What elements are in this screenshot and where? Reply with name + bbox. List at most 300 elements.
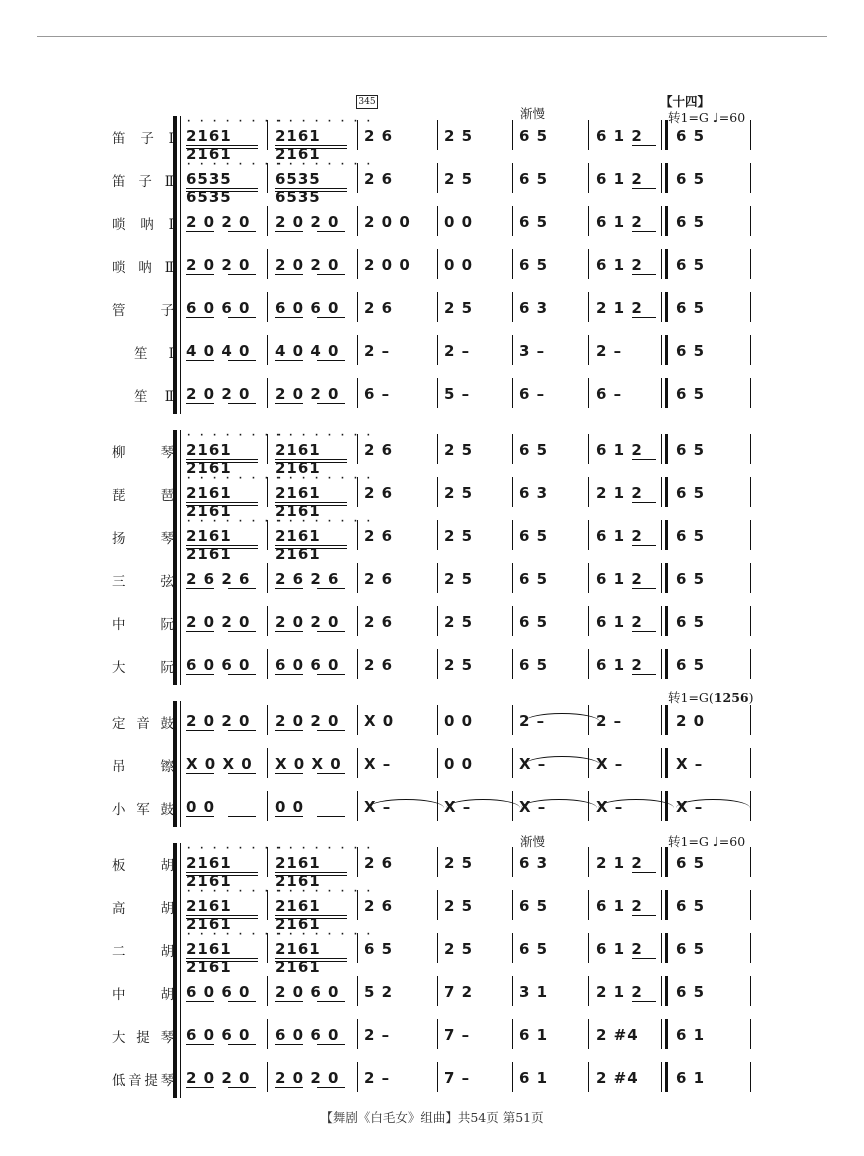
barline <box>512 292 513 322</box>
repeat-barline <box>665 606 668 636</box>
instrument-label: 吊镲 <box>112 759 174 775</box>
repeat-barline <box>665 748 668 778</box>
beam-line <box>186 505 258 506</box>
barline <box>750 120 751 150</box>
beam-line <box>228 317 256 318</box>
barline <box>750 847 751 877</box>
rehearsal-number: 345 <box>356 95 378 109</box>
barline <box>512 206 513 236</box>
note-cell-b4: 2 5 <box>444 441 474 459</box>
note-cell-b3: 2 0 0 <box>364 256 411 274</box>
barline <box>588 1019 589 1049</box>
barline <box>437 120 438 150</box>
note-cell-b6: 6 1 2 <box>596 613 643 631</box>
barline <box>357 1062 358 1092</box>
note-cell-b4: 2 5 <box>444 570 474 588</box>
note-cell-b4: 2 5 <box>444 527 474 545</box>
note-cell-b3: 2 6 <box>364 897 394 915</box>
repeat-barline <box>665 249 668 279</box>
system-line <box>180 843 181 1098</box>
barline <box>512 378 513 408</box>
note-cell-b3: 2 6 <box>364 570 394 588</box>
barline <box>588 206 589 236</box>
beam-line <box>186 188 258 189</box>
note-cell-b1: 2161 2161 <box>186 127 232 163</box>
note-cell-b1: 6 0 6 0 <box>186 656 251 674</box>
barline <box>267 249 268 279</box>
barline <box>512 847 513 877</box>
beam-line <box>275 1087 303 1088</box>
note-cell-b2: 6535 6535 <box>275 170 321 206</box>
note-cell-b1: 2161 2161 <box>186 484 232 520</box>
octave-dots: · · · · · · · · <box>276 160 374 170</box>
note-cell-b7: 6 5 <box>676 170 706 188</box>
beam-line <box>632 188 656 189</box>
instrument-label: 小军鼓 <box>112 802 174 818</box>
beam-line <box>317 588 345 589</box>
barline <box>588 335 589 365</box>
note-cell-b2: X 0 X 0 <box>275 755 342 773</box>
beam-line <box>317 1087 345 1088</box>
instrument-label: 大阮 <box>112 660 174 676</box>
note-cell-b5: 6 5 <box>519 613 549 631</box>
system-bracket <box>173 430 177 685</box>
barline <box>437 477 438 507</box>
barline <box>357 378 358 408</box>
beam-line <box>186 875 258 876</box>
beam-line <box>317 274 345 275</box>
note-cell-b7: 6 1 <box>676 1069 706 1087</box>
note-cell-b7: 6 5 <box>676 983 706 1001</box>
repeat-barline <box>665 120 668 150</box>
instrument-label: 三弦 <box>112 574 174 590</box>
beam-line <box>186 1044 214 1045</box>
note-cell-b5: 6 3 <box>519 854 549 872</box>
barline <box>267 206 268 236</box>
beam-line <box>632 915 656 916</box>
note-cell-b4: 2 – <box>444 342 471 360</box>
barline <box>750 378 751 408</box>
beam-line <box>275 958 347 959</box>
note-cell-b6: 6 1 2 <box>596 656 643 674</box>
note-cell-b6: 6 1 2 <box>596 256 643 274</box>
beam-line <box>186 403 214 404</box>
barline <box>512 1019 513 1049</box>
barline <box>357 563 358 593</box>
barline <box>512 890 513 920</box>
note-cell-b1: 2 0 2 0 <box>186 712 251 730</box>
note-cell-b2: 2161 2161 <box>275 484 321 520</box>
note-cell-b5: 3 – <box>519 342 546 360</box>
repeat-barline <box>665 890 668 920</box>
beam-line <box>275 548 347 549</box>
system-line <box>180 430 181 685</box>
barline <box>750 748 751 778</box>
note-cell-b2: 2161 2161 <box>275 127 321 163</box>
beam-line <box>186 961 258 962</box>
note-cell-b1: 6 0 6 0 <box>186 983 251 1001</box>
note-cell-b2: 2161 2161 <box>275 854 321 890</box>
barline <box>267 1019 268 1049</box>
barline <box>437 847 438 877</box>
barline <box>437 606 438 636</box>
barline <box>357 976 358 1006</box>
beam-line <box>275 231 303 232</box>
note-cell-b5: 6 5 <box>519 441 549 459</box>
octave-dots: · · · · · · · · <box>276 887 374 897</box>
note-cell-b3: 2 6 <box>364 441 394 459</box>
note-cell-b2: 2 0 2 0 <box>275 1069 340 1087</box>
beam-line <box>186 502 258 503</box>
instrument-label: 中胡 <box>112 987 174 1003</box>
barline <box>512 477 513 507</box>
barline <box>357 649 358 679</box>
beam-line <box>275 274 303 275</box>
barline <box>512 705 513 735</box>
beam-line <box>275 631 303 632</box>
beam-line <box>186 730 214 731</box>
barline <box>437 378 438 408</box>
note-cell-b7: 6 5 <box>676 127 706 145</box>
barline <box>750 335 751 365</box>
barline <box>588 890 589 920</box>
instrument-label: 扬琴 <box>112 531 174 547</box>
octave-dots: · · · · · · · · <box>187 930 285 940</box>
note-cell-b2: 2 0 2 0 <box>275 213 340 231</box>
barline <box>512 563 513 593</box>
note-cell-b4: 0 0 <box>444 256 474 274</box>
note-cell-b6: X – <box>596 755 624 773</box>
repeat-barline <box>665 1062 668 1092</box>
beam-line <box>275 674 303 675</box>
beam-line <box>186 459 258 460</box>
octave-dots: · · · · · · · · <box>187 117 285 127</box>
beam-line <box>275 360 303 361</box>
note-cell-b6: 2 #4 <box>596 1069 639 1087</box>
note-cell-b2: 2161 2161 <box>275 897 321 933</box>
beam-line <box>275 505 347 506</box>
note-cell-b1: 2 6 2 6 <box>186 570 251 588</box>
note-cell-b4: 2 5 <box>444 299 474 317</box>
system-line <box>180 701 181 827</box>
barline <box>357 1019 358 1049</box>
beam-line <box>228 588 256 589</box>
note-cell-b6: 6 1 2 <box>596 897 643 915</box>
note-cell-b4: 0 0 <box>444 712 474 730</box>
beam-line <box>186 145 258 146</box>
note-cell-b1: 2161 2161 <box>186 854 232 890</box>
note-cell-b4: 0 0 <box>444 213 474 231</box>
barline <box>357 791 358 821</box>
note-cell-b4: 2 5 <box>444 656 474 674</box>
beam-line <box>317 816 345 817</box>
note-cell-b5: 6 5 <box>519 213 549 231</box>
barline <box>267 976 268 1006</box>
beam-line <box>186 631 214 632</box>
system-bracket <box>173 843 177 1098</box>
barline <box>357 606 358 636</box>
barline <box>588 434 589 464</box>
barline <box>437 249 438 279</box>
beam-line <box>186 915 258 916</box>
beam-line <box>228 1044 256 1045</box>
barline <box>750 563 751 593</box>
key-change-2: 转1=G ♩=60 <box>668 834 746 849</box>
beam-line <box>186 191 258 192</box>
note-cell-b2: 2 6 2 6 <box>275 570 340 588</box>
repeat-barline <box>665 563 668 593</box>
barline <box>267 335 268 365</box>
beam-line <box>317 631 345 632</box>
key-change: 转1=G ♩=60 <box>668 110 746 125</box>
note-cell-b2: 2 0 2 0 <box>275 256 340 274</box>
barline <box>512 606 513 636</box>
instrument-label: 大提琴 <box>112 1030 174 1046</box>
barline <box>588 120 589 150</box>
note-cell-b5: X – <box>519 798 547 816</box>
beam-line <box>186 674 214 675</box>
note-cell-b6: 2 1 2 <box>596 299 643 317</box>
note-cell-b4: 2 5 <box>444 940 474 958</box>
barline <box>750 434 751 464</box>
note-cell-b1: 2 0 2 0 <box>186 613 251 631</box>
barline <box>512 649 513 679</box>
beam-line <box>186 773 214 774</box>
note-cell-b1: 2161 2161 <box>186 940 232 976</box>
repeat-barline <box>665 520 668 550</box>
note-cell-b5: 6 5 <box>519 940 549 958</box>
note-cell-b7: 6 5 <box>676 385 706 403</box>
beam-line <box>275 961 347 962</box>
barline <box>588 649 589 679</box>
beam-line <box>275 148 347 149</box>
barline <box>437 705 438 735</box>
note-cell-b4: X – <box>444 798 472 816</box>
beam-line <box>632 674 656 675</box>
beam-line <box>275 317 303 318</box>
note-cell-b2: 2 0 2 0 <box>275 613 340 631</box>
barline <box>357 292 358 322</box>
beam-line <box>632 958 656 959</box>
beam-line <box>632 459 656 460</box>
note-cell-b2: 6 0 6 0 <box>275 1026 340 1044</box>
octave-dots: · · · · · · · · <box>187 160 285 170</box>
beam-line <box>228 1087 256 1088</box>
note-cell-b3: 2 – <box>364 1069 391 1087</box>
note-cell-b6: 6 1 2 <box>596 527 643 545</box>
note-cell-b6: 2 1 2 <box>596 484 643 502</box>
barline <box>750 520 751 550</box>
note-cell-b2: 6 0 6 0 <box>275 656 340 674</box>
beam-line <box>275 191 347 192</box>
repeat-barline <box>665 434 668 464</box>
beam-line <box>186 588 214 589</box>
note-cell-b7: X – <box>676 755 704 773</box>
barline <box>588 249 589 279</box>
octave-dots: · · · · · · · · <box>187 844 285 854</box>
beam-line <box>186 360 214 361</box>
note-cell-b7: 6 5 <box>676 570 706 588</box>
barline <box>357 206 358 236</box>
beam-line <box>186 231 214 232</box>
barline <box>512 335 513 365</box>
barline <box>750 477 751 507</box>
beam-line <box>317 674 345 675</box>
note-cell-b3: 2 6 <box>364 613 394 631</box>
octave-dots: · · · · · · · · <box>187 887 285 897</box>
beam-line <box>275 1044 303 1045</box>
note-cell-b2: 4 0 4 0 <box>275 342 340 360</box>
beam-line <box>275 773 303 774</box>
instrument-label: 板胡 <box>112 858 174 874</box>
note-cell-b5: 6 5 <box>519 127 549 145</box>
barline <box>437 976 438 1006</box>
note-cell-b6: 2 – <box>596 712 623 730</box>
beam-line <box>275 588 303 589</box>
barline <box>512 249 513 279</box>
beam-line <box>632 317 656 318</box>
beam-line <box>186 918 258 919</box>
octave-dots: · · · · · · · · <box>187 431 285 441</box>
barline <box>267 563 268 593</box>
repeat-barline <box>665 847 668 877</box>
octave-dots: · · · · · · · · <box>276 431 374 441</box>
note-cell-b3: 6 – <box>364 385 391 403</box>
note-cell-b7: 6 1 <box>676 1026 706 1044</box>
octave-dots: · · · · · · · · <box>187 517 285 527</box>
repeat-barline <box>665 976 668 1006</box>
beam-line <box>275 915 347 916</box>
note-cell-b4: 0 0 <box>444 755 474 773</box>
instrument-label: 低音提琴 <box>112 1073 174 1089</box>
note-cell-b5: 6 5 <box>519 256 549 274</box>
barline <box>588 847 589 877</box>
barline <box>267 791 268 821</box>
octave-dots: · · · · · · · · <box>276 474 374 484</box>
barline <box>750 933 751 963</box>
beam-line <box>317 231 345 232</box>
barline <box>267 748 268 778</box>
barline <box>512 1062 513 1092</box>
note-cell-b7: 6 5 <box>676 441 706 459</box>
beam-line <box>275 1001 303 1002</box>
barline <box>588 1062 589 1092</box>
barline <box>437 748 438 778</box>
beam-line <box>632 545 656 546</box>
octave-dots: · · · · · · · · <box>276 930 374 940</box>
note-cell-b6: X – <box>596 798 624 816</box>
note-cell-b7: 6 5 <box>676 613 706 631</box>
note-cell-b5: 6 1 <box>519 1069 549 1087</box>
instrument-label: 笛子Ⅰ <box>112 131 174 147</box>
note-cell-b6: 2 1 2 <box>596 854 643 872</box>
beam-line <box>228 816 256 817</box>
barline <box>357 249 358 279</box>
barline <box>588 976 589 1006</box>
repeat-barline <box>665 477 668 507</box>
beam-line <box>228 403 256 404</box>
note-cell-b6: 6 1 2 <box>596 213 643 231</box>
barline <box>437 563 438 593</box>
beam-line <box>632 872 656 873</box>
beam-line <box>186 1001 214 1002</box>
beam-line <box>275 403 303 404</box>
repeat-barline <box>665 292 668 322</box>
barline <box>588 520 589 550</box>
note-cell-b3: 2 0 0 <box>364 213 411 231</box>
note-cell-b5: 6 – <box>519 385 546 403</box>
beam-line <box>275 188 347 189</box>
note-cell-b1: 2 0 2 0 <box>186 256 251 274</box>
note-cell-b1: 4 0 4 0 <box>186 342 251 360</box>
timpani-key: 转1=G(1256) <box>668 690 754 705</box>
note-cell-b3: 2 6 <box>364 527 394 545</box>
repeat-barline <box>665 335 668 365</box>
beam-line <box>632 1001 656 1002</box>
barline <box>750 649 751 679</box>
barline <box>512 976 513 1006</box>
note-cell-b7: 6 5 <box>676 897 706 915</box>
barline <box>512 748 513 778</box>
beam-line <box>228 1001 256 1002</box>
instrument-label: 唢呐Ⅱ <box>112 260 174 276</box>
barline <box>588 477 589 507</box>
barline <box>437 206 438 236</box>
note-cell-b4: 7 – <box>444 1069 471 1087</box>
note-cell-b2: 2161 2161 <box>275 441 321 477</box>
barline <box>357 748 358 778</box>
barline <box>512 520 513 550</box>
note-cell-b6: 6 1 2 <box>596 170 643 188</box>
page-footer: 【舞剧《白毛女》组曲】共54页 第51页 <box>320 1110 544 1125</box>
barline <box>267 292 268 322</box>
note-cell-b2: 0 0 <box>275 798 305 816</box>
instrument-label: 二胡 <box>112 944 174 960</box>
note-cell-b3: 2 6 <box>364 656 394 674</box>
note-cell-b5: X – <box>519 755 547 773</box>
repeat-barline <box>665 649 668 679</box>
beam-line <box>186 274 214 275</box>
note-cell-b3: 2 – <box>364 1026 391 1044</box>
instrument-label: 高胡 <box>112 901 174 917</box>
octave-dots: · · · · · · · · <box>187 474 285 484</box>
note-cell-b2: 2 0 6 0 <box>275 983 340 1001</box>
instrument-label: 笛子Ⅱ <box>112 174 174 190</box>
note-cell-b3: X 0 <box>364 712 395 730</box>
beam-line <box>275 816 303 817</box>
note-cell-b5: 6 1 <box>519 1026 549 1044</box>
note-cell-b2: 2 0 2 0 <box>275 385 340 403</box>
instrument-label: 中阮 <box>112 617 174 633</box>
barline <box>437 434 438 464</box>
note-cell-b4: 2 5 <box>444 170 474 188</box>
beam-line <box>186 548 258 549</box>
barline <box>588 378 589 408</box>
beam-line <box>275 545 347 546</box>
note-cell-b3: 2 – <box>364 342 391 360</box>
note-cell-b4: 2 5 <box>444 484 474 502</box>
barline <box>750 1062 751 1092</box>
note-cell-b6: 6 1 2 <box>596 940 643 958</box>
barline <box>750 791 751 821</box>
note-cell-b2: 2 0 2 0 <box>275 712 340 730</box>
barline <box>750 890 751 920</box>
beam-line <box>228 730 256 731</box>
note-cell-b4: 5 – <box>444 385 471 403</box>
note-cell-b5: 6 5 <box>519 170 549 188</box>
ritardando-mark: 渐慢 <box>520 106 546 121</box>
instrument-label: 管子 <box>112 303 174 319</box>
